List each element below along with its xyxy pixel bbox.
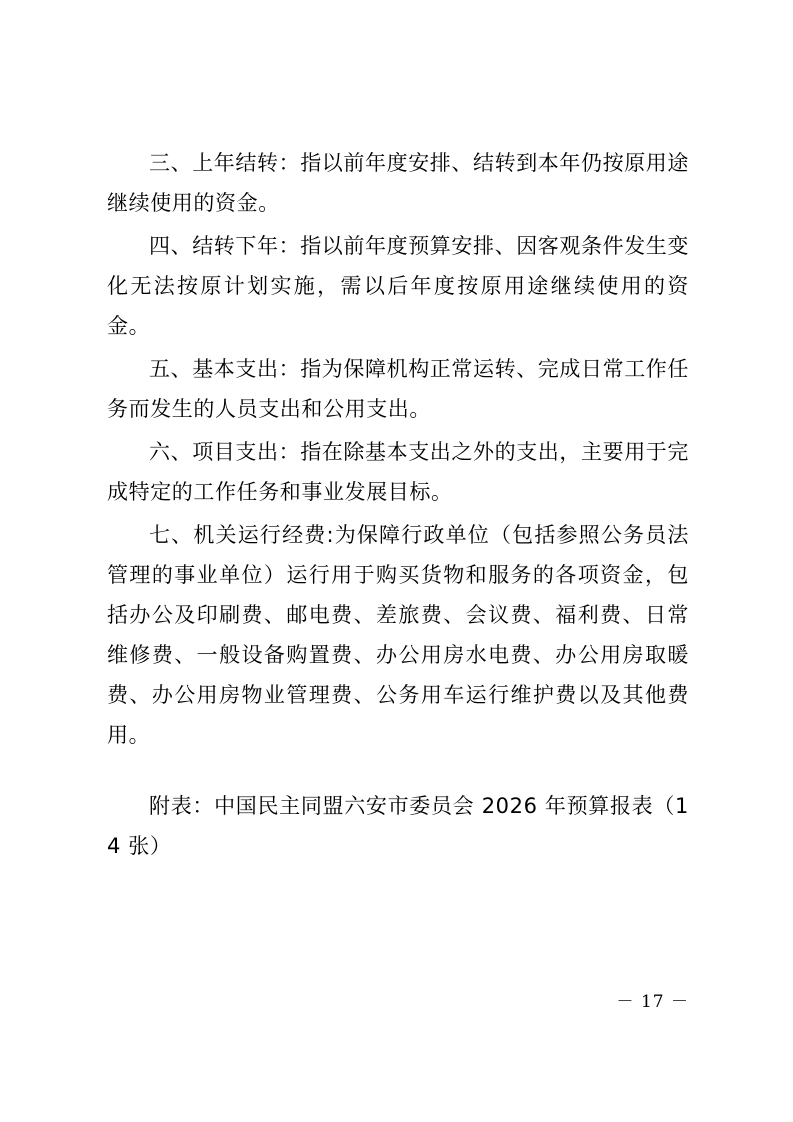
definition-paragraph-basic-expenditure: 五、基本支出：指为保障机构正常运转、完成日常工作任务而发生的人员支出和公用支出。 xyxy=(107,357,689,421)
definition-paragraph-carryover-to-next-year: 四、结转下年：指以前年度预算安排、因客观条件发生变化无法按原计划实施，需以后年度按原用途继续使用的资金。 xyxy=(107,234,689,338)
page-number: － 17 － xyxy=(616,992,689,1012)
attachment-note: 附表：中国民主同盟六安市委员会 2026 年预算报表（14 张） xyxy=(107,794,689,858)
document-body xyxy=(107,143,689,869)
definition-paragraph-carryover-from-last-year: 三、上年结转：指以前年度安排、结转到本年仍按原用途继续使用的资金。 xyxy=(107,151,689,215)
definition-paragraph-project-expenditure: 六、项目支出：指在除基本支出之外的支出，主要用于完成特定的工作任务和事业发展目标。 xyxy=(107,440,689,504)
definition-paragraph-operating-funds: 七、机关运行经费:为保障行政单位（包括参照公务员法管理的事业单位）运行用于购买货物和服务的各项资金，包括办公及印刷费、邮电费、差旅费、会议费、福利费、日常维修费、一般设备购置费、办公用房水电费、办公用房取暖费、办公用房物业管理费、公务用车运行维护费以及其他费用。 xyxy=(107,523,689,747)
